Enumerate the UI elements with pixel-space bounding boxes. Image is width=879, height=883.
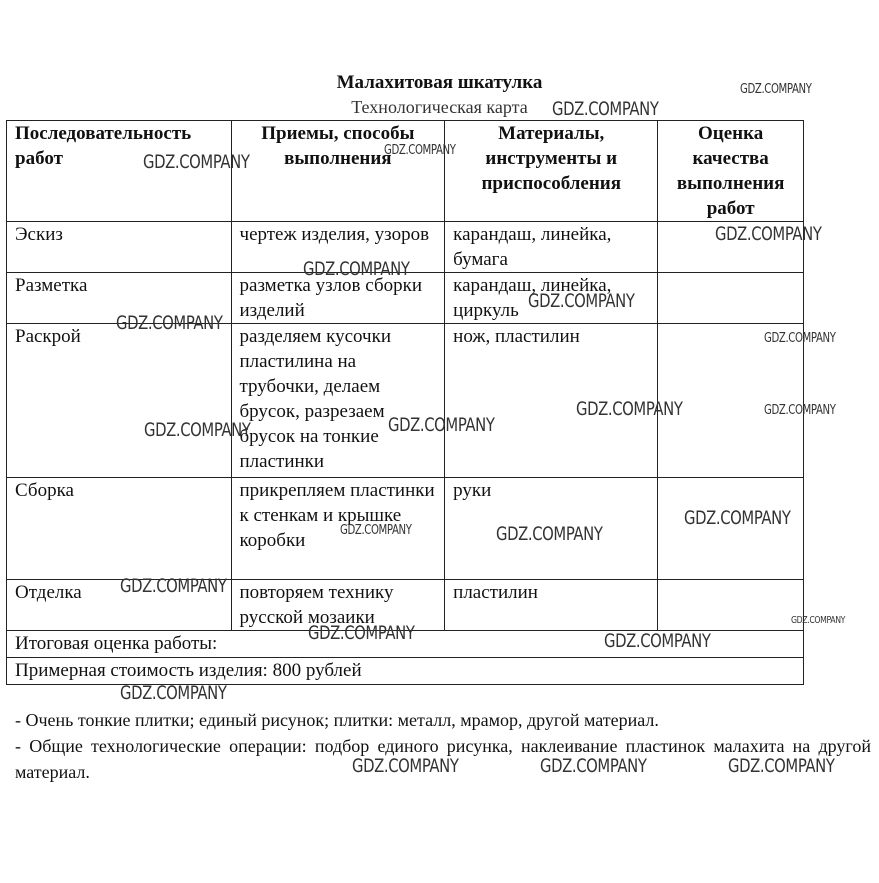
cell-method: прикрепляем пластинки к стенкам и крышке коробки xyxy=(231,478,445,580)
watermark: GDZ.COMPANY xyxy=(528,290,635,312)
header-methods: Приемы, способы выполнения xyxy=(231,121,445,222)
technology-card-table xyxy=(6,120,804,685)
cost-cell: Примерная стоимость изделия: 800 рублей xyxy=(7,658,804,685)
cell-step: Раскрой xyxy=(7,324,232,478)
watermark: GDZ.COMPANY xyxy=(384,143,456,158)
watermark: GDZ.COMPANY xyxy=(496,523,603,545)
cell-method: разделяем кусочки пластилина на трубочки, делаем брусок, разрезаем брусок на тонкие пластинки xyxy=(231,324,445,478)
table-header-row xyxy=(7,121,804,222)
notes xyxy=(15,707,871,785)
watermark: GDZ.COMPANY xyxy=(116,312,223,334)
watermark: GDZ.COMPANY xyxy=(303,258,410,280)
watermark: GDZ.COMPANY xyxy=(540,755,647,777)
watermark: GDZ.COMPANY xyxy=(352,755,459,777)
cell-rating xyxy=(658,478,804,580)
cell-materials: карандаш, линейка, циркуль xyxy=(445,273,658,324)
watermark: GDZ.COMPANY xyxy=(604,630,711,652)
watermark: GDZ.COMPANY xyxy=(308,622,415,644)
watermark: GDZ.COMPANY xyxy=(791,615,846,626)
cell-rating xyxy=(658,580,804,631)
watermark: GDZ.COMPANY xyxy=(764,331,836,346)
watermark: GDZ.COMPANY xyxy=(120,682,227,704)
cost-row xyxy=(7,658,804,685)
watermark: GDZ.COMPANY xyxy=(340,523,412,538)
table-row xyxy=(7,324,804,478)
cell-rating xyxy=(658,222,804,273)
cell-step: Разметка xyxy=(7,273,232,324)
table-row xyxy=(7,580,804,631)
cell-materials: нож, пластилин xyxy=(445,324,658,478)
total-rating-cell: Итоговая оценка работы: xyxy=(7,631,804,658)
watermark: GDZ.COMPANY xyxy=(388,414,495,436)
watermark: GDZ.COMPANY xyxy=(143,151,250,173)
cell-rating xyxy=(658,324,804,478)
note-item: - Очень тонкие плитки; единый рисунок; плитки: металл, мрамор, другой материал. xyxy=(15,710,659,730)
table-row xyxy=(7,222,804,273)
watermark: GDZ.COMPANY xyxy=(764,403,836,418)
header-materials: Материалы, инструменты и приспособления xyxy=(445,121,658,222)
header-rating: Оценка качества выполнения работ xyxy=(658,121,804,222)
watermark: GDZ.COMPANY xyxy=(120,575,227,597)
watermark: GDZ.COMPANY xyxy=(144,419,251,441)
watermark: GDZ.COMPANY xyxy=(715,223,822,245)
document-subtitle: Технологическая карта xyxy=(351,97,528,117)
table-row xyxy=(7,273,804,324)
cell-materials: пластилин xyxy=(445,580,658,631)
cell-materials: руки xyxy=(445,478,658,580)
watermark: GDZ.COMPANY xyxy=(684,507,791,529)
watermark: GDZ.COMPANY xyxy=(576,398,683,420)
header-sequence: Последовательность работ xyxy=(7,121,232,222)
watermark: GDZ.COMPANY xyxy=(740,82,812,97)
cell-materials: карандаш, линейка, бумага xyxy=(445,222,658,273)
cell-method: разметка узлов сборки изделий xyxy=(231,273,445,324)
table-row xyxy=(7,478,804,580)
cell-rating xyxy=(658,273,804,324)
watermark: GDZ.COMPANY xyxy=(728,755,835,777)
cell-step: Эскиз xyxy=(7,222,232,273)
note-item: - Общие технологические операции: подбор единого рисунка, наклеивание пластинок малахита на другой материал. xyxy=(15,736,871,782)
total-rating-row xyxy=(7,631,804,658)
cell-step: Отделка xyxy=(7,580,232,631)
watermark: GDZ.COMPANY xyxy=(552,98,659,120)
cell-step: Сборка xyxy=(7,478,232,580)
cell-method: чертеж изделия, узоров xyxy=(231,222,445,273)
document-title: Малахитовая шкатулка xyxy=(336,72,543,93)
cell-method: повторяем технику русской мозаики xyxy=(231,580,445,631)
